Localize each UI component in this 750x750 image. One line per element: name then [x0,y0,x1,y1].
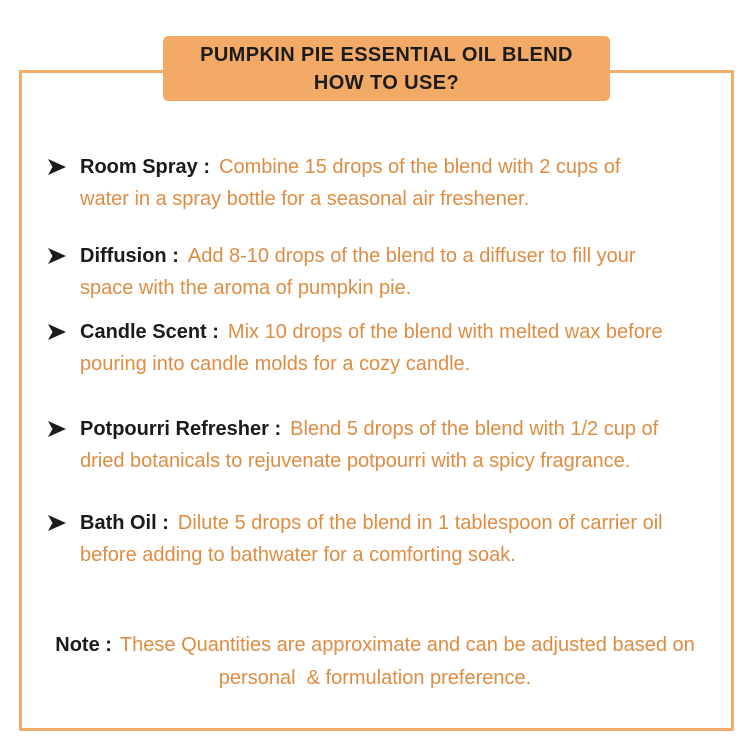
usage-item-text [80,240,636,304]
item-desc-line2: space with the aroma of pumpkin pie. [80,277,412,299]
note-line1 [22,629,728,662]
arrow-right-icon [48,507,80,539]
page-subtitle: HOW TO USE? [313,71,460,94]
item-desc-line2: pouring into candle molds for a cozy candle. [80,353,471,375]
arrow-right-icon [48,316,80,348]
usage-item-text [80,151,620,215]
usage-item-text [80,507,663,571]
item-label: Bath Oil : [80,512,169,534]
usage-item-room-spray [48,151,723,215]
usage-item-diffusion [48,240,723,304]
item-label: Candle Scent : [80,321,219,343]
item-desc-line1: Add 8-10 drops of the blend to a diffuser to fill your [187,245,636,267]
note-label: Note : [55,634,112,656]
item-label: Diffusion : [80,245,179,267]
note [22,629,728,695]
item-desc-line1: Dilute 5 drops of the blend in 1 tablespoon of carrier oil [177,512,663,534]
page-title: PUMPKIN PIE ESSENTIAL OIL BLEND [200,43,573,66]
item-desc-line2: dried botanicals to rejuvenate potpourri with a spicy fragrance. [80,450,631,472]
note-text-line1: These Quantities are approximate and can be adjusted based on [119,634,695,656]
usage-item-text [80,316,663,380]
item-desc-line1: Mix 10 drops of the blend with melted wax before [227,321,663,343]
item-label: Room Spray : [80,156,211,178]
item-desc-line2: water in a spray bottle for a seasonal air freshener. [80,188,530,210]
arrow-right-icon [48,151,80,183]
arrow-right-icon [48,240,80,272]
header-banner [163,36,610,101]
item-label: Potpourri Refresher : [80,418,282,440]
note-text-line2: personal & formulation preference. [218,667,532,689]
arrow-right-icon [48,413,80,445]
usage-item-potpourri-refresher [48,413,723,477]
usage-item-text [80,413,658,477]
item-desc-line1: Blend 5 drops of the blend with 1/2 cup of [290,418,659,440]
item-desc-line1: Combine 15 drops of the blend with 2 cups of [219,156,621,178]
usage-item-candle-scent [48,316,723,380]
item-desc-line2: before adding to bathwater for a comforting soak. [80,544,516,566]
usage-item-bath-oil [48,507,723,571]
